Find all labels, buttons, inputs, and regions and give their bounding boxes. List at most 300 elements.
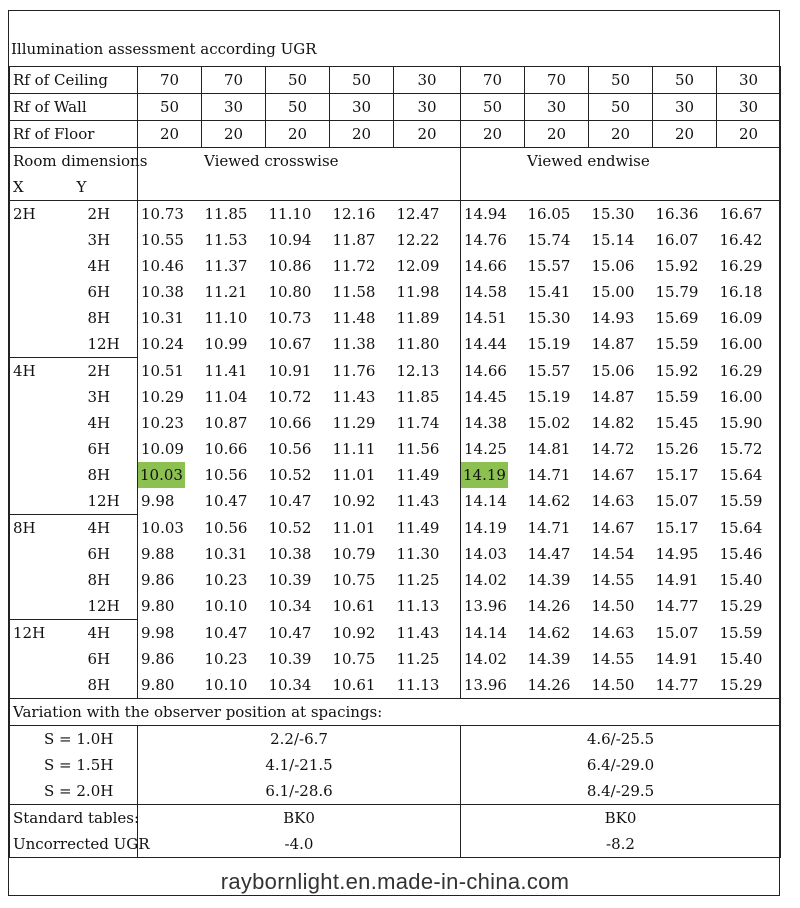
ugr-value: [394, 541, 461, 567]
ugr-value: [653, 541, 717, 567]
value-text: 10.56: [204, 466, 248, 484]
table-row: [10, 410, 781, 436]
ugr-value: [653, 646, 717, 672]
value-text: 10.23: [204, 650, 248, 668]
row-x-dimension: [10, 305, 74, 331]
value-text: 10.67: [268, 335, 312, 354]
table-row: [10, 331, 781, 358]
row-y-dimension: 4H: [74, 620, 138, 647]
ugr-value: [717, 646, 781, 672]
row-y-dimension: 6H: [74, 646, 138, 672]
reflectance-value: 30: [717, 94, 781, 121]
y-label: Y: [74, 174, 138, 201]
value-text: 11.29: [332, 414, 376, 432]
value-text: 14.91: [655, 571, 699, 589]
value-text: 10.86: [268, 257, 312, 275]
ugr-value: [330, 436, 394, 462]
value-text: 11.53: [204, 231, 248, 249]
value-text: 12.09: [396, 257, 440, 275]
row-x-dimension: [10, 279, 74, 305]
value-text: 14.26: [527, 597, 571, 616]
reflectance-value: 30: [653, 94, 717, 121]
value-text: 15.59: [655, 388, 699, 406]
value-text: 9.86: [141, 650, 175, 668]
value-text: 14.91: [655, 650, 699, 668]
ugr-value: [202, 253, 266, 279]
ugr-value: [589, 436, 653, 462]
value-text: 9.98: [141, 492, 175, 511]
value-text: 9.98: [141, 623, 175, 642]
value-text: 15.92: [655, 361, 699, 380]
ugr-value: [461, 462, 525, 488]
reflectance-value: 20: [202, 121, 266, 148]
ugr-value: [330, 515, 394, 542]
ugr-value: [461, 384, 525, 410]
room-dimensions-label: Room dimensions: [10, 148, 138, 175]
ugr-value: [461, 620, 525, 647]
table-row: [10, 646, 781, 672]
value-text: 10.99: [204, 335, 248, 354]
row-x-dimension: [10, 593, 74, 620]
reflectance-label: Rf of Ceiling: [10, 67, 138, 94]
ugr-value: [138, 305, 202, 331]
value-text: 11.25: [396, 650, 440, 668]
table-row: [10, 488, 781, 515]
row-x-dimension: [10, 646, 74, 672]
value-text: 14.62: [527, 492, 571, 511]
ugr-value: [717, 305, 781, 331]
ugr-value: [525, 567, 589, 593]
ugr-value: [138, 620, 202, 647]
value-text: 10.51: [141, 361, 184, 380]
reflectance-value: 20: [138, 121, 202, 148]
ugr-value: [525, 672, 589, 699]
ugr-value: [394, 515, 461, 542]
value-text: 10.92: [332, 492, 376, 511]
ugr-value: [717, 331, 781, 358]
value-text: 14.77: [655, 676, 699, 694]
ugr-value: [461, 305, 525, 331]
ugr-value: [266, 279, 330, 305]
table-row: [10, 227, 781, 253]
value-text: 12.13: [396, 361, 440, 380]
ugr-value: [202, 593, 266, 620]
value-text: 10.52: [268, 466, 312, 484]
ugr-value: [266, 541, 330, 567]
value-text: 14.76: [464, 231, 507, 249]
ugr-value: [394, 253, 461, 279]
ugr-value: [266, 358, 330, 385]
value-text: 16.09: [719, 309, 763, 327]
ugr-value: [525, 305, 589, 331]
ugr-value: [202, 436, 266, 462]
value-text: 11.80: [396, 335, 440, 354]
value-text: 14.55: [591, 571, 635, 589]
spacing-crosswise: 2.2/-6.7: [138, 726, 461, 753]
value-text: 14.50: [591, 676, 635, 694]
ugr-value: [589, 515, 653, 542]
ugr-value: [717, 672, 781, 699]
value-text: 14.19: [464, 518, 507, 537]
value-text: 14.87: [591, 335, 635, 354]
ugr-value: [330, 201, 394, 228]
reflectance-value: 70: [138, 67, 202, 94]
ugr-value: [394, 227, 461, 253]
ugr-value: [525, 331, 589, 358]
row-x-dimension: [10, 672, 74, 699]
ugr-value: [589, 227, 653, 253]
row-y-dimension: 4H: [74, 515, 138, 542]
ugr-value: [202, 279, 266, 305]
row-x-dimension: [10, 488, 74, 515]
ugr-value: [461, 436, 525, 462]
value-text: 13.96: [464, 676, 507, 694]
row-x-dimension: [10, 331, 74, 358]
value-text: 10.23: [141, 414, 184, 432]
value-text: 14.77: [655, 597, 699, 616]
value-text: 15.57: [527, 257, 571, 275]
row-y-dimension: 2H: [74, 358, 138, 385]
reflectance-value: 20: [394, 121, 461, 148]
value-text: 14.71: [527, 466, 571, 484]
value-text: 14.25: [464, 440, 507, 458]
reflectance-value: 30: [525, 94, 589, 121]
ugr-value: [653, 253, 717, 279]
ugr-value: [525, 384, 589, 410]
ugr-value: [653, 201, 717, 228]
value-text: 16.05: [527, 205, 571, 223]
ugr-value: [330, 672, 394, 699]
value-text: 14.81: [527, 440, 571, 458]
row-y-dimension: 3H: [74, 384, 138, 410]
ugr-value: [717, 436, 781, 462]
standard-tables-row: [10, 805, 781, 832]
highlighted-value: 10.03: [138, 462, 185, 488]
spacing-label: S = 2.0H: [10, 778, 138, 805]
ugr-value: [330, 331, 394, 358]
reflectance-row: [10, 121, 781, 148]
reflectance-value: 50: [330, 67, 394, 94]
value-text: 14.62: [527, 623, 571, 642]
value-text: 15.90: [719, 414, 763, 432]
ugr-value: [717, 462, 781, 488]
value-text: 16.18: [719, 283, 763, 301]
standard-tables-row-endwise: BK0: [461, 805, 781, 832]
value-text: 15.19: [527, 335, 571, 354]
value-text: 11.04: [204, 388, 248, 406]
value-text: 10.47: [204, 623, 248, 642]
ugr-value: [394, 567, 461, 593]
value-text: 10.75: [332, 571, 376, 589]
viewed-endwise-label: Viewed endwise: [461, 148, 781, 201]
ugr-value: [138, 672, 202, 699]
value-text: 15.79: [655, 283, 699, 301]
value-text: 11.58: [332, 283, 376, 301]
value-text: 11.11: [332, 440, 376, 458]
ugr-value: [266, 331, 330, 358]
value-text: 15.19: [527, 388, 571, 406]
value-text: 15.57: [527, 361, 571, 380]
row-y-dimension: 3H: [74, 227, 138, 253]
value-text: 11.30: [396, 545, 440, 563]
ugr-value: [330, 358, 394, 385]
value-text: 11.87: [332, 231, 376, 249]
ugr-value: [266, 410, 330, 436]
table-row: [10, 462, 781, 488]
value-text: 10.31: [204, 545, 248, 563]
value-text: 14.72: [591, 440, 635, 458]
value-text: 11.49: [396, 518, 440, 537]
reflectance-value: 50: [138, 94, 202, 121]
reflectance-value: 20: [653, 121, 717, 148]
table-row: [10, 253, 781, 279]
value-text: 16.42: [719, 231, 763, 249]
ugr-value: [266, 305, 330, 331]
value-text: 15.17: [655, 518, 699, 537]
reflectance-value: 20: [717, 121, 781, 148]
ugr-value: [394, 672, 461, 699]
row-y-dimension: 4H: [74, 410, 138, 436]
value-text: 11.74: [396, 414, 440, 432]
page-title: Illumination assessment according UGR: [11, 40, 317, 58]
table-row: [10, 436, 781, 462]
uncorrected-ugr-row-label: Uncorrected UGR: [10, 831, 138, 858]
value-text: 15.40: [719, 650, 763, 668]
value-text: 10.39: [268, 571, 312, 589]
reflectance-row: [10, 67, 781, 94]
ugr-value: [138, 567, 202, 593]
value-text: 10.75: [332, 650, 376, 668]
value-text: 15.40: [719, 571, 763, 589]
value-text: 10.10: [204, 597, 248, 616]
ugr-value: [589, 567, 653, 593]
value-text: 14.26: [527, 676, 571, 694]
ugr-value: [461, 515, 525, 542]
ugr-value: [330, 488, 394, 515]
ugr-value: [138, 488, 202, 515]
value-text: 15.92: [655, 257, 699, 275]
ugr-value: [525, 620, 589, 647]
reflectance-label: Rf of Wall: [10, 94, 138, 121]
ugr-value: [202, 672, 266, 699]
reflectance-value: 50: [589, 94, 653, 121]
value-text: 16.67: [719, 205, 763, 223]
value-text: 15.06: [591, 361, 635, 380]
ugr-value: [138, 515, 202, 542]
ugr-value: [202, 620, 266, 647]
spacing-endwise: 6.4/-29.0: [461, 752, 781, 778]
value-text: 10.10: [204, 676, 248, 694]
row-y-dimension: 8H: [74, 305, 138, 331]
ugr-value: [589, 253, 653, 279]
value-text: 10.34: [268, 597, 312, 616]
value-text: 15.59: [655, 335, 699, 354]
spacing-label: S = 1.5H: [10, 752, 138, 778]
ugr-value: [525, 515, 589, 542]
ugr-value: [202, 305, 266, 331]
standard-tables-row-crosswise: BK0: [138, 805, 461, 832]
value-text: 14.39: [527, 571, 571, 589]
value-text: 10.80: [268, 283, 312, 301]
value-text: 14.66: [464, 361, 507, 380]
value-text: 15.46: [719, 545, 763, 563]
ugr-value: [525, 410, 589, 436]
value-text: 16.00: [719, 335, 763, 354]
value-text: 10.94: [268, 231, 312, 249]
value-text: 10.55: [141, 231, 184, 249]
ugr-value: [202, 488, 266, 515]
ugr-value: [138, 227, 202, 253]
value-text: 14.55: [591, 650, 635, 668]
ugr-value: [202, 227, 266, 253]
ugr-value: [330, 253, 394, 279]
value-text: 15.30: [527, 309, 571, 327]
reflectance-value: 70: [461, 67, 525, 94]
value-text: 10.46: [141, 257, 184, 275]
ugr-value: [266, 436, 330, 462]
ugr-value: [653, 462, 717, 488]
ugr-value: [717, 410, 781, 436]
ugr-value: [202, 515, 266, 542]
value-text: 15.59: [719, 623, 763, 642]
variation-label: Variation with the observer position at spacings:: [10, 699, 781, 726]
reflectance-value: 50: [653, 67, 717, 94]
value-text: 10.38: [141, 283, 184, 301]
ugr-value: [330, 227, 394, 253]
ugr-value: [394, 410, 461, 436]
reflectance-value: 30: [202, 94, 266, 121]
ugr-value: [330, 541, 394, 567]
value-text: 15.41: [527, 283, 571, 301]
ugr-value: [461, 201, 525, 228]
ugr-value: [394, 384, 461, 410]
table-row: [10, 541, 781, 567]
row-y-dimension: 8H: [74, 567, 138, 593]
ugr-value: [525, 201, 589, 228]
value-text: 10.73: [268, 309, 312, 327]
ugr-value: [202, 331, 266, 358]
value-text: 11.37: [204, 257, 248, 275]
watermark: raybornlight.en.made-in-china.com: [220, 869, 570, 894]
value-text: 10.09: [141, 440, 184, 458]
value-text: 11.10: [204, 309, 248, 327]
ugr-value: [394, 488, 461, 515]
row-y-dimension: 6H: [74, 541, 138, 567]
row-y-dimension: 12H: [74, 593, 138, 620]
reflectance-value: 20: [330, 121, 394, 148]
reflectance-value: 20: [266, 121, 330, 148]
reflectance-value: 50: [266, 67, 330, 94]
value-text: 15.17: [655, 466, 699, 484]
highlighted-value: 14.19: [461, 462, 508, 488]
table-row: [10, 384, 781, 410]
ugr-value: [266, 253, 330, 279]
reflectance-value: 30: [717, 67, 781, 94]
value-text: 10.39: [268, 650, 312, 668]
ugr-value: [394, 331, 461, 358]
table-row: [10, 620, 781, 647]
ugr-value: [266, 384, 330, 410]
table-row: [10, 358, 781, 385]
value-text: 14.45: [464, 388, 507, 406]
ugr-value: [461, 567, 525, 593]
ugr-value: [138, 384, 202, 410]
ugr-value: [138, 358, 202, 385]
reflectance-value: 50: [589, 67, 653, 94]
ugr-value: [461, 541, 525, 567]
ugr-value: [717, 541, 781, 567]
value-text: 10.66: [268, 414, 312, 432]
reflectance-value: 70: [525, 67, 589, 94]
ugr-value: [266, 227, 330, 253]
value-text: 15.00: [591, 283, 635, 301]
row-y-dimension: 8H: [74, 462, 138, 488]
value-text: 15.45: [655, 414, 699, 432]
table-row: [10, 515, 781, 542]
ugr-value: [461, 331, 525, 358]
ugr-value: [266, 646, 330, 672]
value-text: 15.74: [527, 231, 571, 249]
value-text: 15.64: [719, 466, 763, 484]
value-text: 10.29: [141, 388, 184, 406]
reflectance-label: Rf of Floor: [10, 121, 138, 148]
ugr-value: [138, 646, 202, 672]
ugr-value: [138, 593, 202, 620]
value-text: 11.21: [204, 283, 248, 301]
ugr-value: [589, 672, 653, 699]
row-y-dimension: 8H: [74, 672, 138, 699]
row-x-dimension: [10, 436, 74, 462]
ugr-value: [717, 488, 781, 515]
ugr-value: [717, 515, 781, 542]
ugr-value: [461, 279, 525, 305]
row-x-dimension: 4H: [10, 358, 74, 385]
value-text: 15.69: [655, 309, 699, 327]
value-text: 14.02: [464, 571, 507, 589]
reflectance-value: 30: [330, 94, 394, 121]
value-text: 13.96: [464, 597, 507, 616]
value-text: 14.87: [591, 388, 635, 406]
ugr-value: [138, 201, 202, 228]
ugr-value: [266, 672, 330, 699]
value-text: 16.07: [655, 231, 699, 249]
row-y-dimension: 2H: [74, 201, 138, 228]
value-text: 14.71: [527, 518, 571, 537]
value-text: 11.01: [332, 466, 376, 484]
reflectance-value: 20: [589, 121, 653, 148]
ugr-value: [330, 305, 394, 331]
value-text: 15.14: [591, 231, 635, 249]
value-text: 12.47: [396, 205, 440, 223]
ugr-value: [266, 201, 330, 228]
ugr-value: [653, 672, 717, 699]
spacing-label: S = 1.0H: [10, 726, 138, 753]
value-text: 15.02: [527, 414, 571, 432]
value-text: 9.80: [141, 676, 175, 694]
value-text: 14.63: [591, 623, 635, 642]
ugr-value: [589, 541, 653, 567]
value-text: 10.31: [141, 309, 184, 327]
ugr-value: [330, 462, 394, 488]
value-text: 10.03: [141, 518, 184, 537]
value-text: 15.59: [719, 492, 763, 511]
ugr-value: [525, 488, 589, 515]
value-text: 11.10: [268, 205, 312, 223]
ugr-value: [202, 410, 266, 436]
ugr-value: [653, 515, 717, 542]
ugr-value: [525, 462, 589, 488]
spacing-crosswise: 6.1/-28.6: [138, 778, 461, 805]
